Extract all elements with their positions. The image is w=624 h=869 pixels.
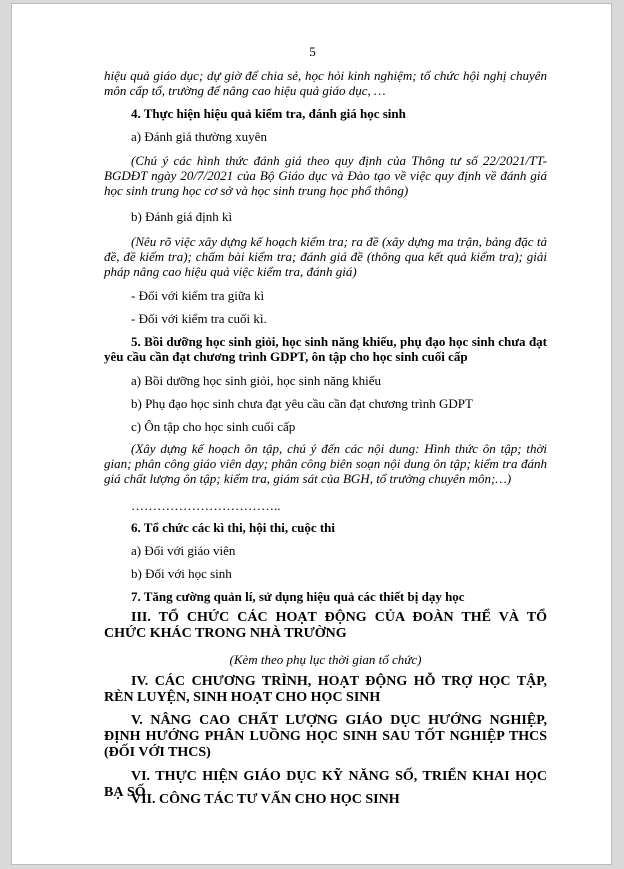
- section-4b-note: (Nêu rõ việc xây dựng kế hoạch kiểm tra; ra đề (xây dựng ma trận, bảng đặc tả đề, đề kiểm tra); chấm bài kiểm tra; đánh giá đề (thông qua kết quả kiểm tra); giải pháp nâng cao hiệu quả việc kiểm tra, đánh giá): [104, 234, 547, 279]
- section-6-heading: 6. Tổ chức các kì thi, hội thi, cuộc thi: [131, 520, 336, 535]
- section-7-heading: 7. Tăng cường quản lí, sử dụng hiệu quả các thiết bị dạy học: [131, 589, 465, 604]
- section-4b-item-2: - Đối với kiểm tra cuối kì.: [131, 311, 267, 326]
- section-6a: a) Đối với giáo viên: [131, 543, 236, 558]
- document-page: [11, 3, 612, 865]
- section-iii-heading: III. TỔ CHỨC CÁC HOẠT ĐỘNG CỦA ĐOÀN THỂ VÀ TỔ CHỨC KHÁC TRONG NHÀ TRƯỜNG: [104, 610, 547, 641]
- section-4a: a) Đánh giá thường xuyên: [131, 129, 267, 144]
- section-vii-heading: VII. CÔNG TÁC TƯ VẤN CHO HỌC SINH: [131, 792, 400, 807]
- section-5b: b) Phụ đạo học sinh chưa đạt yêu cầu cần đạt chương trình GDPT: [131, 396, 473, 411]
- section-5c-note: (Xây dựng kế hoạch ôn tập, chú ý đến các nội dung: Hình thức ôn tập; thời gian; phân công giáo viên dạy; phân công biên soạn nội dung ôn tập; kiểm tra đánh giá chất lượng ôn tập; kiểm tra, giám sát của BGH, tổ trưởng chuyên môn;…): [104, 441, 547, 486]
- section-4b: b) Đánh giá định kì: [131, 209, 233, 224]
- section-iv-heading: IV. CÁC CHƯƠNG TRÌNH, HOẠT ĐỘNG HỖ TRỢ HỌC TẬP, RÈN LUYỆN, SINH HOẠT CHO HỌC SINH: [104, 674, 547, 705]
- dotted-line: ……………………………..: [131, 498, 281, 513]
- section-vi-heading: VI. THỰC HIỆN GIÁO DỤC KỸ NĂNG SỐ, TRIỂN KHAI HỌC BẠ SỐ: [104, 769, 547, 800]
- page-number: 5: [309, 44, 316, 59]
- section-4-heading: 4. Thực hiện hiệu quả kiểm tra, đánh giá học sinh: [131, 106, 406, 121]
- section-4b-item-1: - Đối với kiểm tra giữa kì: [131, 288, 265, 303]
- section-4a-note: (Chú ý các hình thức đánh giá theo quy định của Thông tư số 22/2021/TT-BGDĐT ngày 20/7/2021 của Bộ Giáo dục và Đào tạo về việc quy định về đánh giá học sinh trung học cơ sở và học sinh trung học phổ thông): [104, 153, 547, 198]
- section-5a: a) Bồi dưỡng học sinh giỏi, học sinh năng khiếu: [131, 373, 382, 388]
- section-5-heading: 5. Bồi dưỡng học sinh giỏi, học sinh năng khiếu, phụ đạo học sinh chưa đạt yêu cầu cần đạt chương trình GDPT, ôn tập cho học sinh cuối cấp: [104, 334, 547, 364]
- section-v-heading: V. NÂNG CAO CHẤT LƯỢNG GIÁO DỤC HƯỚNG NGHIỆP, ĐỊNH HƯỚNG PHÂN LUỒNG HỌC SINH SAU TỐT NGHIỆP THCS (ĐỐI VỚI THCS): [104, 713, 547, 760]
- intro-paragraph: hiệu quả giáo dục; dự giờ để chia sẻ, học hỏi kinh nghiệm; tổ chức hội nghị chuyên môn cấp tổ, trường để nâng cao hiệu quả giáo dục, …: [104, 68, 547, 98]
- section-iii-note: (Kèm theo phụ lục thời gian tổ chức): [229, 652, 422, 667]
- section-5c: c) Ôn tập cho học sinh cuối cấp: [131, 419, 296, 434]
- section-6b: b) Đối với học sinh: [131, 566, 232, 581]
